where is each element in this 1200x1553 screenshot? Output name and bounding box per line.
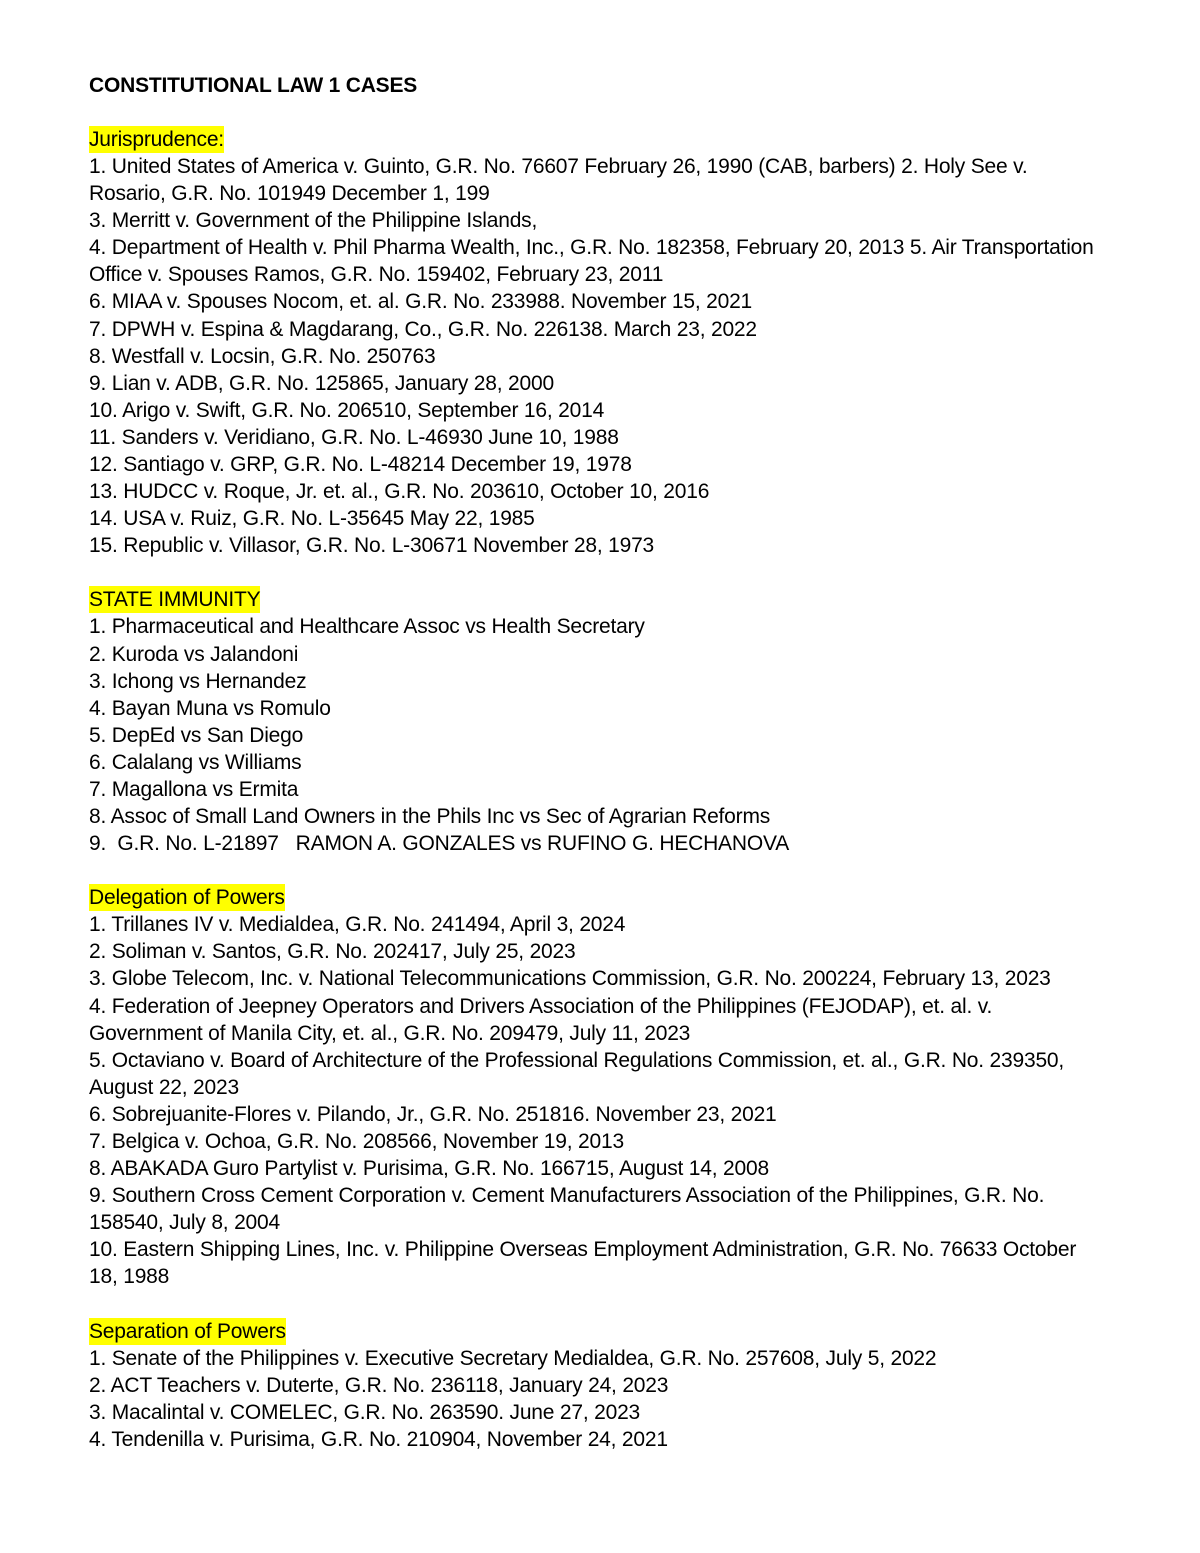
- section-jurisprudence: [89, 126, 1109, 559]
- list-item: 8. ABAKADA Guro Partylist v. Purisima, G.R. No. 166715, August 14, 2008: [89, 1157, 769, 1181]
- list-item: 7. DPWH v. Espina & Magdarang, Co., G.R. No. 226138. March 23, 2022: [89, 317, 757, 341]
- list-item: 3. Macalintal v. COMELEC, G.R. No. 263590. June 27, 2023: [89, 1400, 641, 1424]
- list-item: 9. G.R. No. L-21897 RAMON A. GONZALES vs RUFINO G. HECHANOVA: [89, 832, 790, 856]
- list-item: 8. Assoc of Small Land Owners in the Phils Inc vs Sec of Agrarian Reforms: [89, 805, 771, 829]
- list-item: 1. Senate of the Philippines v. Executive Secretary Medialdea, G.R. No. 257608, July 5, 2022: [89, 1346, 937, 1370]
- list-item: 3. Ichong vs Hernandez: [89, 669, 307, 693]
- list-item: 6. Sobrejuanite-Flores v. Pilando, Jr., G.R. No. 251816. November 23, 2021: [89, 1102, 777, 1126]
- list-item: 5. DepEd vs San Diego: [89, 723, 304, 747]
- section-separation-of-powers: [89, 1318, 1109, 1453]
- list-item: 4. Department of Health v. Phil Pharma Wealth, Inc., G.R. No. 182358, February 20, 2013 5. Air Transportation Office v. Spouses Ramos, G.R. No. 159402, February 23, 2011: [89, 236, 1100, 287]
- section-heading: Jurisprudence:: [89, 128, 224, 151]
- list-item: 12. Santiago v. GRP, G.R. No. L-48214 December 19, 1978: [89, 453, 632, 477]
- section-heading: Delegation of Powers: [89, 886, 285, 910]
- list-item: 2. Kuroda vs Jalandoni: [89, 642, 299, 666]
- section-heading: Separation of Powers: [89, 1319, 286, 1343]
- list-item: 8. Westfall v. Locsin, G.R. No. 250763: [89, 344, 436, 368]
- list-item: 5. Octaviano v. Board of Architecture of the Professional Regulations Commission, et. al., G.R. No. 239350, August 22, 2023: [89, 1048, 1069, 1099]
- list-item: 10. Eastern Shipping Lines, Inc. v. Philippine Overseas Employment Administration, G.R. No. 76633 October 18, 1988: [89, 1238, 1082, 1289]
- list-item: 13. HUDCC v. Roque, Jr. et. al., G.R. No. 203610, October 10, 2016: [89, 480, 710, 504]
- list-item: 1. United States of America v. Guinto, G.R. No. 76607 February 26, 1990 (CAB, barbers) 2. Holy See v. Rosario, G.R. No. 101949 December 1, 199: [89, 155, 1034, 206]
- list-item: 4. Tendenilla v. Purisima, G.R. No. 210904, November 24, 2021: [89, 1427, 668, 1451]
- section-heading: STATE IMMUNITY: [89, 588, 261, 612]
- list-item: 1. Trillanes IV v. Medialdea, G.R. No. 241494, April 3, 2024: [89, 913, 626, 937]
- list-item: 10. Arigo v. Swift, G.R. No. 206510, September 16, 2014: [89, 398, 605, 422]
- document-page: [89, 72, 1109, 1480]
- list-item: 2. ACT Teachers v. Duterte, G.R. No. 236118, January 24, 2023: [89, 1373, 669, 1397]
- list-item: 6. MIAA v. Spouses Nocom, et. al. G.R. No. 233988. November 15, 2021: [89, 290, 753, 314]
- list-item: 7. Magallona vs Ermita: [89, 777, 299, 801]
- list-item: 9. Southern Cross Cement Corporation v. Cement Manufacturers Association of the Philippines, G.R. No. 158540, July 8, 2004: [89, 1184, 1050, 1235]
- list-item: 3. Merritt v. Government of the Philippine Islands,: [89, 209, 538, 233]
- list-item: 7. Belgica v. Ochoa, G.R. No. 208566, November 19, 2013: [89, 1130, 624, 1153]
- list-item: 9. Lian v. ADB, G.R. No. 125865, January 28, 2000: [89, 371, 554, 395]
- list-item: 4. Federation of Jeepney Operators and Drivers Association of the Philippines (FEJODAP), et. al. v. Government of Manila City, et. al., G.R. No. 209479, July 11, 2023: [89, 994, 998, 1045]
- list-item: 3. Globe Telecom, Inc. v. National Telecommunications Commission, G.R. No. 200224, February 13, 2023: [89, 967, 1051, 991]
- list-item: 1. Pharmaceutical and Healthcare Assoc vs Health Secretary: [89, 615, 645, 639]
- section-delegation-of-powers: [89, 884, 1109, 1290]
- list-item: 4. Bayan Muna vs Romulo: [89, 696, 331, 720]
- document-title: CONSTITUTIONAL LAW 1 CASES: [89, 74, 418, 97]
- list-item: 15. Republic v. Villasor, G.R. No. L-30671 November 28, 1973: [89, 534, 655, 558]
- list-item: 14. USA v. Ruiz, G.R. No. L-35645 May 22, 1985: [89, 507, 535, 531]
- list-item: 6. Calalang vs Williams: [89, 750, 302, 774]
- list-item: 11. Sanders v. Veridiano, G.R. No. L-46930 June 10, 1988: [89, 425, 619, 449]
- list-item: 2. Soliman v. Santos, G.R. No. 202417, July 25, 2023: [89, 940, 576, 964]
- section-state-immunity: [89, 586, 1109, 857]
